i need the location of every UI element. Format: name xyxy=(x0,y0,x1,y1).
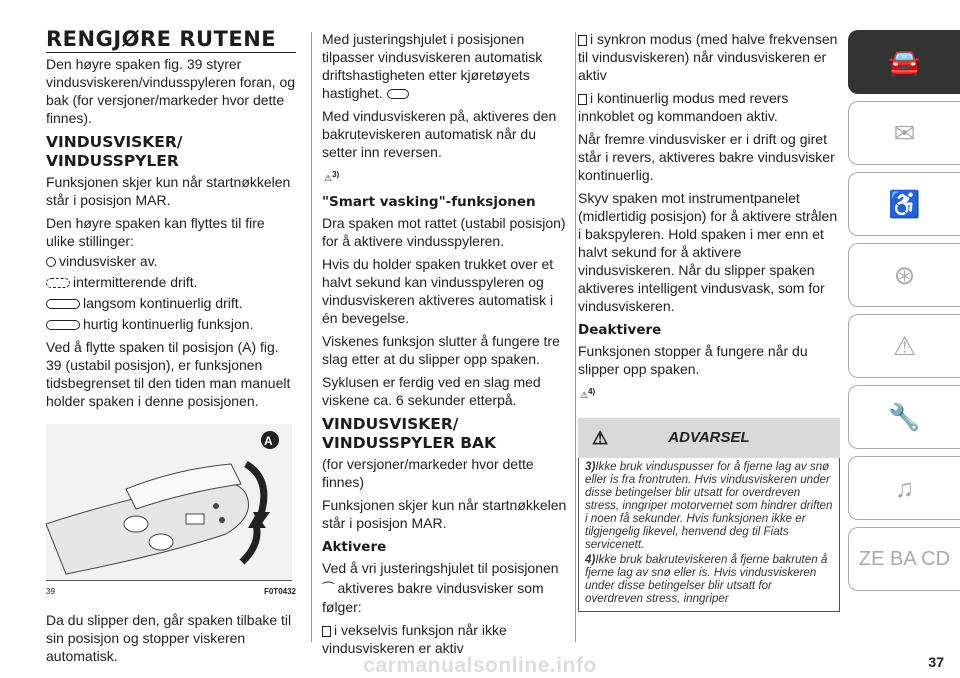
option-off xyxy=(46,252,296,270)
wiper-stalk-illustration xyxy=(46,424,292,580)
list-item xyxy=(578,30,840,84)
warning-lights-icon: ✉ xyxy=(893,117,916,148)
page-number: 37 xyxy=(928,654,944,670)
column-divider xyxy=(311,32,312,642)
tab-safety[interactable] xyxy=(848,172,960,236)
paragraph: Skyv spaken mot instrumentpanelet (midlertidig posisjon) for å aktivere strålen i bakspyleren. Hold spaken i mer enn et halvt sekund for å aktivere vindusviskeren. Når du slipper spaken aktiveres intelligent vindusvask, som for vindusviskeren. xyxy=(578,190,838,314)
paragraph xyxy=(322,579,568,616)
paragraph: Når fremre vindusvisker er i drift og giret står i revers, aktiveres bakre vindusvisker kontinuerlig. xyxy=(578,131,835,183)
figure-caption xyxy=(46,583,296,601)
warning-item xyxy=(585,553,833,605)
figure-39 xyxy=(46,424,292,581)
safety-icon: ♿ xyxy=(888,188,921,219)
paragraph: Ved å flytte spaken til posisjon (A) fig. 39 (ustabil posisjon), er funksjonen tidsbegrenset til den tiden man manuelt holder spaken i denne posisjonen. xyxy=(46,339,291,409)
warning-number: 3) xyxy=(585,460,596,473)
warning-reference xyxy=(580,383,840,404)
maintenance-icon: 🔧 xyxy=(888,401,921,432)
subheading-smart-wash: "Smart vasking"-funksjonen xyxy=(322,194,536,210)
list-item xyxy=(322,621,568,657)
paragraph xyxy=(322,30,568,102)
alphabet-index-icon: ZE BA CD xyxy=(858,547,951,570)
figure-number: 39 xyxy=(46,587,55,596)
rear-wiper-text: aktiveres bakre vindusvisker som følger: xyxy=(322,580,544,616)
list-item xyxy=(578,89,840,125)
option-label: hurtig kontinuerlig funksjon. xyxy=(83,316,254,332)
multimedia-icon: ♫ xyxy=(894,472,915,503)
page-title: RENGJØRE RUTENE xyxy=(46,30,296,53)
paragraph: (for versjoner/markeder hvor dette finnes) xyxy=(322,456,534,490)
column-2 xyxy=(322,30,568,662)
emergency-icon: ⚠ xyxy=(892,330,917,361)
wiper-auto-icon xyxy=(387,89,409,99)
paragraph: Funksjonen stopper å fungere når du slipper opp spaken. xyxy=(578,343,808,377)
column-divider xyxy=(575,32,576,642)
intro-text: Den høyre spaken fig. 39 styrer vindusviskeren/vindusspyleren foran, og bak (for versjoner/markeder hvor dette finnes). xyxy=(46,56,296,126)
car-info-icon: 🚘 xyxy=(888,46,921,77)
warning-number: 4) xyxy=(585,553,596,566)
bullet-icon xyxy=(578,35,587,46)
wiper-slow-icon xyxy=(46,299,80,309)
paragraph: Den høyre spaken kan flyttes til fire ulike stillinger: xyxy=(46,215,265,249)
subheading-activate: Aktivere xyxy=(322,539,387,555)
warning-triangle-icon: ⚠ xyxy=(324,173,333,183)
watermark: carmanualsonline.info xyxy=(363,654,597,677)
steering-wheel-icon: ⊛ xyxy=(893,259,916,290)
figure-label-a: A xyxy=(264,434,273,448)
section-heading-front: VINDUSVISKER/ VINDUSSPYLER xyxy=(46,133,183,170)
tab-car-info[interactable] xyxy=(848,30,960,94)
list-item-text: i kontinuerlig modus med revers innkoblet og kommandoen aktiv. xyxy=(578,90,789,124)
paragraph: Da du slipper den, går spaken tilbake til sin posisjon og stopper viskeren automatisk. xyxy=(46,612,292,664)
warning-ref-number: 3) xyxy=(332,170,340,179)
option-label: vindusvisker av. xyxy=(59,253,158,269)
option-intermittent xyxy=(46,273,296,291)
option-fast xyxy=(46,315,296,333)
option-label: langsom kontinuerlig drift. xyxy=(83,295,243,311)
paragraph: Hvis du holder spaken trukket over et halvt sekund kan vindusspyleren og vindusviskeren aktiveres automatisk i én bevegelse. xyxy=(322,256,554,326)
warning-triangle-icon: ⚠ xyxy=(580,390,589,400)
tab-maintenance[interactable] xyxy=(848,385,960,449)
paragraph: Funksjonen skjer kun når startnøkkelen står i posisjon MAR. xyxy=(322,497,567,531)
tab-multimedia[interactable] xyxy=(848,456,960,520)
paragraph: Dra spaken mot rattet (ustabil posisjon) for å aktivere vindusspyleren. xyxy=(322,215,566,249)
wiper-intermittent-icon xyxy=(46,278,70,288)
option-slow xyxy=(46,294,296,312)
wiper-off-icon xyxy=(46,257,56,267)
warning-title: ADVARSEL xyxy=(668,429,750,446)
list-item-text: i vekselvis funksjon når ikke vindusviskeren er aktiv xyxy=(322,622,507,657)
warning-item xyxy=(585,460,833,551)
column-1 xyxy=(46,27,296,670)
warning-text: Ikke bruk vinduspusser for å fjerne lag av snø eller is fra frontruten. Hvis vindusviskeren under disse betingelser blir utsatt for overdreven stress, inngriper motorvernet som hindrer driften i noen få sekunder. Hvis funksjonen ikke er tilgjengelig likevel, henvend deg til Fiats servicenett. xyxy=(585,460,833,551)
list-item-text: i synkron modus (med halve frekvensen til vindusviskeren) når vindusviskeren er aktiv xyxy=(578,31,838,83)
option-label: intermitterende drift. xyxy=(73,274,198,290)
chapter-tabs xyxy=(848,30,960,598)
tab-warning-lights[interactable] xyxy=(848,101,960,165)
bullet-icon xyxy=(322,626,331,637)
warning-text: Ikke bruk bakruteviskeren å fjerne bakruten å fjerne lag av snø eller is. Hvis vindusviskeren under disse betingelser blir utsatt for overdreven stress, inngriper xyxy=(585,553,828,605)
wiper-fast-icon xyxy=(46,320,80,330)
warning-box xyxy=(578,458,840,612)
warning-hand-icon: ⚠ xyxy=(592,428,609,448)
warning-reference xyxy=(324,166,568,187)
bullet-icon xyxy=(578,94,587,105)
paragraph: Funksjonen skjer kun når startnøkkelen står i posisjon MAR. xyxy=(46,174,291,208)
warning-header xyxy=(578,418,840,458)
column-3 xyxy=(578,30,840,612)
subheading-deactivate: Deaktivere xyxy=(578,322,662,338)
rear-wiper-icon: ⏜ xyxy=(322,581,335,597)
tab-emergency[interactable] xyxy=(848,314,960,378)
warning-ref-number: 4) xyxy=(588,387,596,396)
tab-index[interactable] xyxy=(848,527,960,591)
figure-code: F0T0432 xyxy=(263,587,296,596)
tab-driving[interactable] xyxy=(848,243,960,307)
paragraph: Syklusen er ferdig ved en slag med viskene ca. 6 sekunder etterpå. xyxy=(322,374,541,408)
paragraph: Ved å vri justeringshjulet til posisjonen xyxy=(322,560,559,576)
section-heading-rear: VINDUSVISKER/ VINDUSSPYLER BAK xyxy=(322,415,497,452)
paragraph: Med vindusviskeren på, aktiveres den bakruteviskeren automatisk når du setter inn reversen. xyxy=(322,108,557,160)
auto-speed-text: Med justeringshjulet i posisjonen tilpasser vindusviskeren automatisk driftshastigheten etter kjøretøyets hastighet. xyxy=(322,31,543,101)
paragraph: Viskenes funksjon slutter å fungere tre slag etter at du slipper opp spaken. xyxy=(322,333,560,367)
